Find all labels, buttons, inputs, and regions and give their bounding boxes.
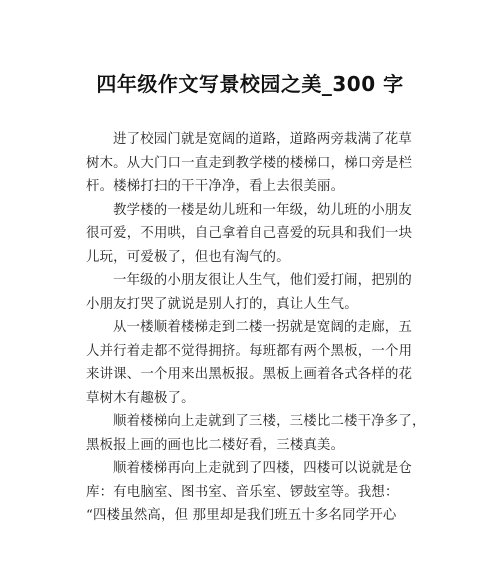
text-line: 库：有电脑室、图书室、音乐室、锣鼓室等。我想： [86,484,399,500]
text-line: 儿玩，可爱极了，但也有淘气的。 [86,249,290,265]
paragraph-5 [86,410,426,457]
text-line: 顺着楼梯再向上走就到了四楼，四楼可以说就是仓 [113,461,412,476]
text-line: 一年级的小朋友很让人生气，他们爱打闹，把别的 [113,273,412,288]
text-line: 草树木有趣极了。 [86,390,195,406]
paragraph-4 [86,316,416,410]
paragraph-3 [86,269,416,316]
text-line: 来讲课、一个用来出黑板报。黑板上画着各式各样的花 [86,367,413,382]
document-title: 四年级作文写景校园之美_300 字 [96,72,404,96]
text-line: 人并行着走都不觉得拥挤。每班都有两个黑板，一个用 [86,343,413,359]
text-line: 树木。从大门口一直走到教学楼的楼梯口，梯口旁是栏 [86,155,413,171]
document-body [86,128,426,528]
text-line: 教学楼的一楼是幼儿班和一年级，幼儿班的小朋友 [113,202,412,218]
paragraph-6 [86,457,416,528]
paragraph-1 [86,128,416,199]
text-line: “四楼虽然高，但 那里却是我们班五十多名同学开心 [86,508,397,523]
text-line: 顺着楼梯向上走就到了三楼，三楼比二楼干净多了， [113,414,426,429]
text-line: 进了校园门就是宽阔的道路，道路两旁栽满了花草 [113,132,412,147]
text-line: 小朋友打哭了就说是别人打的，真让人生气。 [86,296,358,312]
text-line: 从一楼顺着楼梯走到二楼一拐就是宽阔的走廊，五 [113,320,412,335]
paragraph-2 [86,199,416,270]
text-line: 杆。楼梯打扫的干干净净，看上去很美丽。 [86,179,345,194]
text-line: 黑板报上画的画也比二楼好看，三楼真美。 [86,437,345,453]
text-line: 很可爱，不用哄，自己拿着自己喜爱的玩具和我们一块 [86,226,413,241]
